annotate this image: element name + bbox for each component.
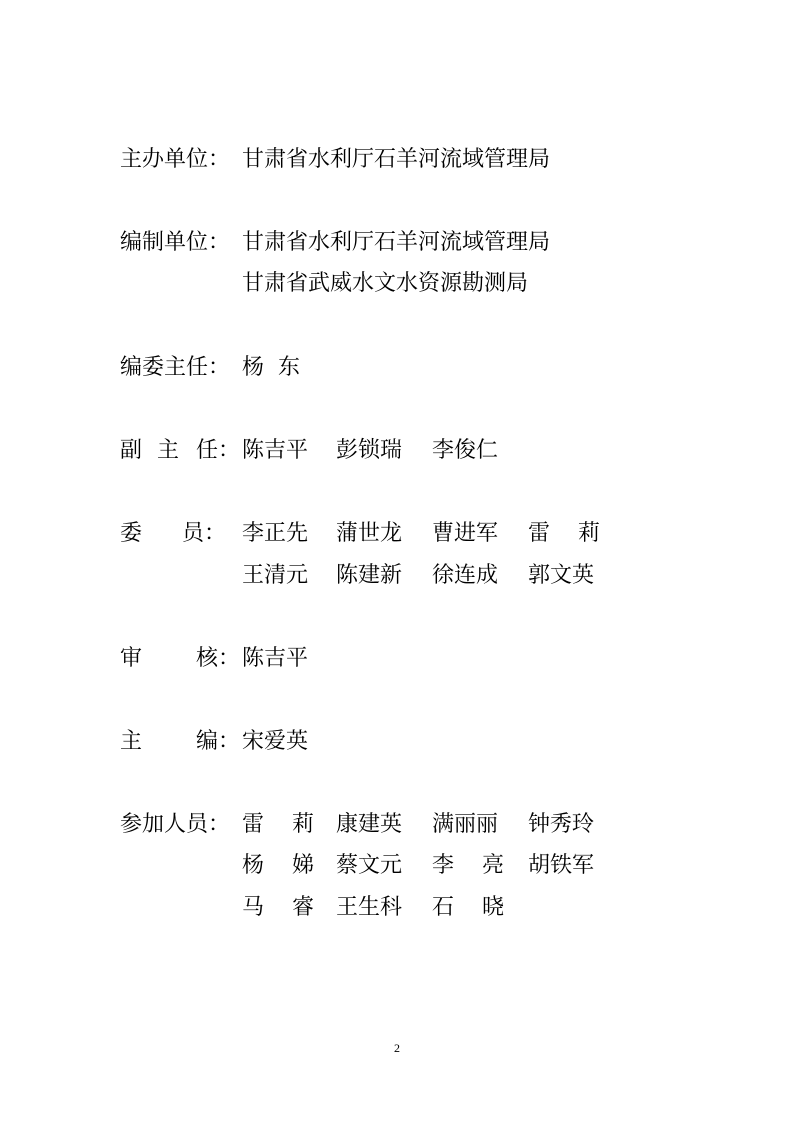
sponsor-value: 甘肃省水利厅石羊河流域管理局 xyxy=(242,147,551,172)
sponsor-label: 主办单位： xyxy=(120,147,231,172)
participants-label: 参加人员： xyxy=(120,812,231,837)
name-char: 晓 xyxy=(482,895,505,920)
member-name: 郭文英 xyxy=(528,563,595,588)
name-char: 睿 xyxy=(292,895,315,920)
committee-director-name: 杨 东 xyxy=(242,355,300,380)
label-char: 员： xyxy=(182,521,227,546)
name-char: 雷 xyxy=(528,521,551,546)
reviewer-name: 陈吉平 xyxy=(242,646,309,671)
member-name: 徐连成 xyxy=(432,563,499,588)
deputy-director-name: 彭锁瑞 xyxy=(336,438,403,463)
name-char: 亮 xyxy=(482,853,505,878)
member-name: 曹进军 xyxy=(432,521,499,546)
name-char: 雷 xyxy=(242,812,265,837)
name-char: 莉 xyxy=(578,521,601,546)
compiler-value-1: 甘肃省水利厅石羊河流域管理局 xyxy=(242,230,551,255)
participant-name: 蔡文元 xyxy=(336,853,403,878)
deputy-director-label xyxy=(120,436,240,466)
chief-editor-label xyxy=(120,727,240,757)
label-char: 主 xyxy=(157,438,180,463)
deputy-director-name: 陈吉平 xyxy=(242,438,309,463)
name-char: 马 xyxy=(242,895,265,920)
deputy-director-name: 李俊仁 xyxy=(432,438,499,463)
label-char: 编： xyxy=(196,729,241,754)
compiler-value-2: 甘肃省武威水文水资源勘测局 xyxy=(242,271,529,296)
reviewer-label xyxy=(120,644,240,674)
label-char: 审 xyxy=(120,646,143,671)
page-number: 2 xyxy=(394,1041,400,1055)
participant-name: 康建英 xyxy=(336,812,403,837)
label-char: 副 xyxy=(120,438,143,463)
participant-name: 胡铁军 xyxy=(528,853,595,878)
name-char: 李 xyxy=(432,853,455,878)
committee-director-label: 编委主任： xyxy=(120,355,231,380)
name-char: 杨 xyxy=(242,853,265,878)
label-char: 主 xyxy=(120,729,143,754)
compiler-label: 编制单位： xyxy=(120,230,231,255)
chief-editor-name: 宋爱英 xyxy=(242,729,309,754)
member-name: 蒲世龙 xyxy=(336,521,403,546)
member-name: 陈建新 xyxy=(336,563,403,588)
name-char: 娣 xyxy=(292,853,315,878)
label-char: 委 xyxy=(120,521,143,546)
name-char: 莉 xyxy=(292,812,315,837)
participant-name: 钟秀玲 xyxy=(528,812,595,837)
member-name: 王清元 xyxy=(242,563,309,588)
members-label xyxy=(120,519,240,549)
name-char: 石 xyxy=(432,895,455,920)
label-char: 核： xyxy=(196,646,241,671)
participant-name: 满丽丽 xyxy=(432,812,499,837)
member-name: 李正先 xyxy=(242,521,309,546)
participant-name: 王生科 xyxy=(336,895,403,920)
label-char: 任： xyxy=(196,438,241,463)
